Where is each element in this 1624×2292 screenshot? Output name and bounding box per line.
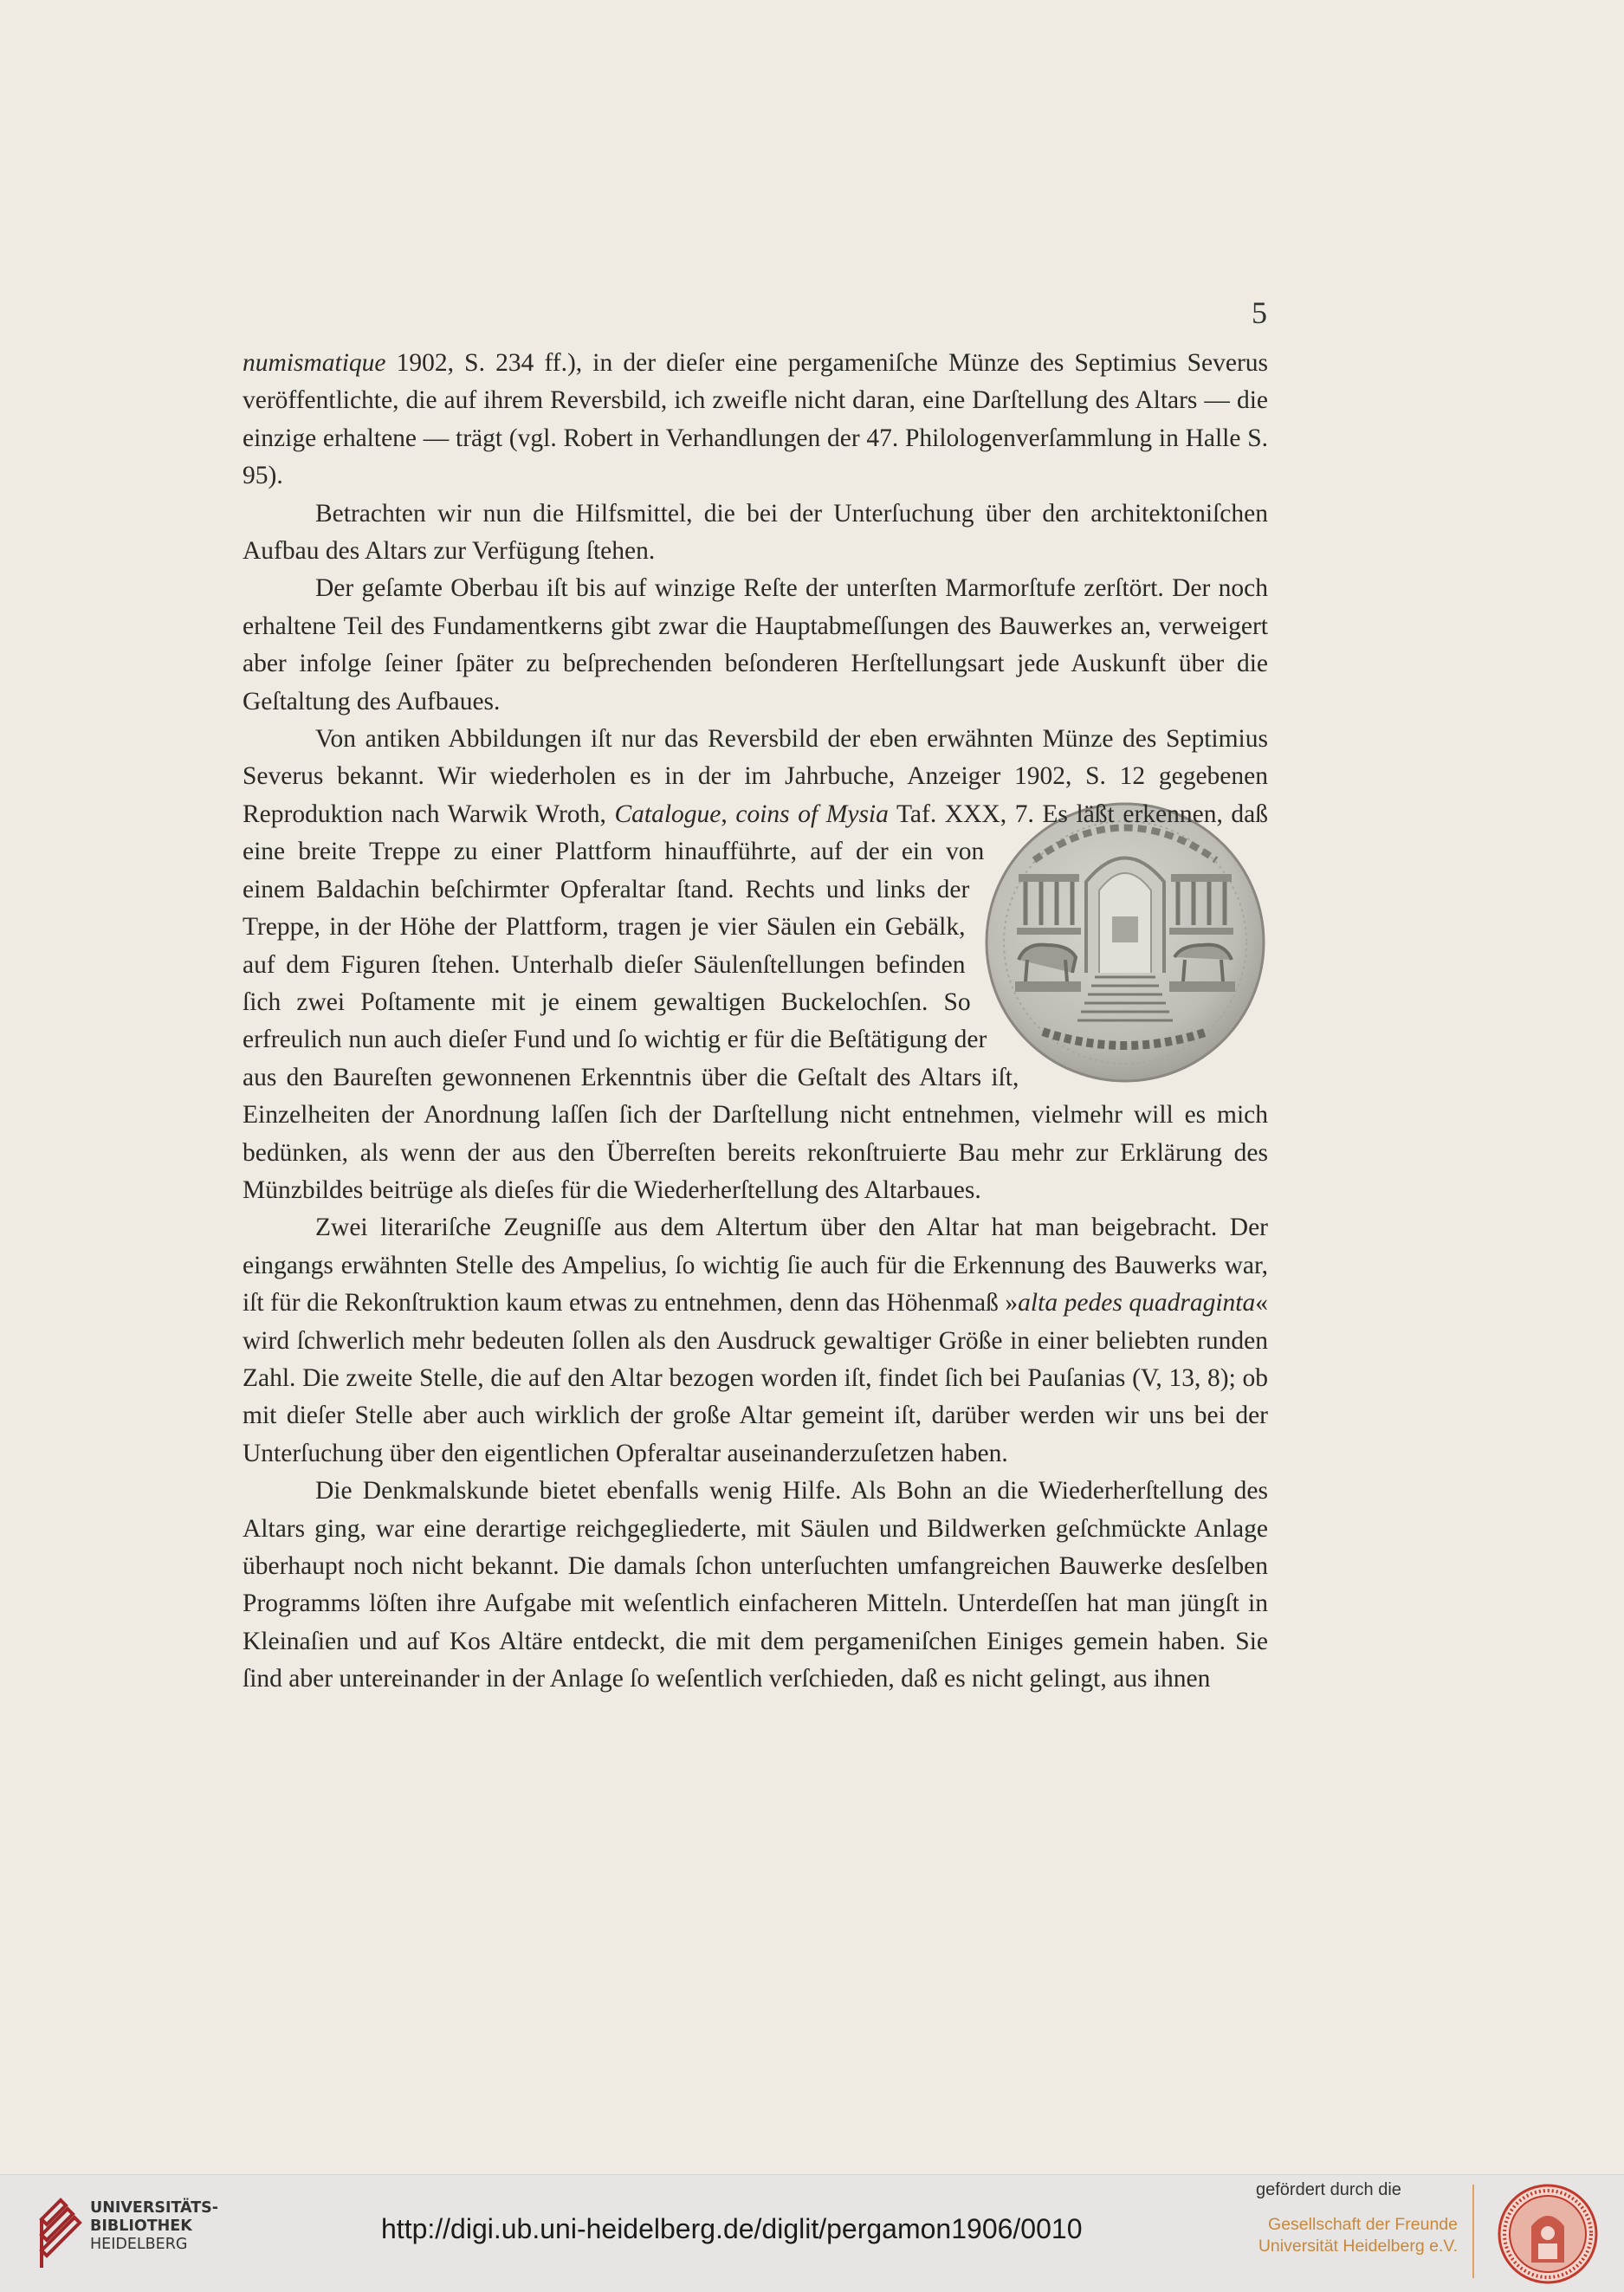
library-name-line2: BIBLIOTHEK: [90, 2218, 192, 2235]
text-run: Von antiken Abbildungen iſt nur das Reversbild der eben erwähnten Münze des Septimius Severus bekannt. Wir wiederholen es in der im Jahrbuche, Anzeiger 1902, S. 12 gegebenen Reproduktion nach Warwik Wroth,: [243, 725, 1268, 828]
coin-figure: [982, 800, 1268, 1085]
society-name-line2: Universität Heidelberg e.V.: [1258, 2237, 1458, 2256]
coin-entablature-right: [1171, 874, 1232, 882]
library-logo-icon: [36, 2193, 85, 2271]
text-run: Zwei literariſche Zeugniſſe aus dem Altertum über den Altar hat man beigebracht. Der eingangs erwähnten Stelle des Ampelius, ſo wichtig ſie auch für die Erkennung des Bauwerks war, iſt für die Rekonſtruktion kaum etwas zu entnehmen, denn das Höhenmaß »: [243, 1214, 1268, 1318]
coin-platform-right: [1169, 928, 1233, 935]
text-run: ,: [721, 800, 736, 828]
italic-quote: alta pedes quadraginta: [1018, 1289, 1256, 1318]
society-name-line1: Gesellschaft der Freunde: [1268, 2215, 1458, 2234]
coin-image: [982, 800, 1268, 1085]
page-number: 5: [1252, 295, 1267, 330]
coin-platform-left: [1017, 928, 1081, 935]
permalink-url[interactable]: http://digi.ub.uni-heidelberg.de/diglit/pergamon1906/0010: [381, 2213, 1083, 2244]
italic-title: Catalogue: [614, 800, 721, 828]
paragraph-3: Der geſamte Oberbau iſt bis auf winzige Reſte der unterſten Marmorſtufe zerſtört. Der noch erhaltene Teil des Fundamentkerns gibt zwar die Hauptabmeſſungen des Bauwerkes an, verweigert aber infolge ſeiner ſpäter zu beſprechenden beſonderen Herſtellungsart jede Auskunft über die Geſtaltung des Aufbaues.: [243, 574, 1268, 715]
coin-pedestal-right: [1169, 981, 1235, 992]
coin-altar: [1112, 916, 1138, 942]
paragraph-5: [243, 1209, 1268, 1473]
coin-pedestal-left: [1015, 981, 1081, 992]
footer-divider: [1472, 2185, 1474, 2278]
paragraph-1: [243, 345, 1268, 495]
text-run-with-coin: [243, 800, 1268, 1204]
text-run: « wird ſchwerlich mehr bedeuten ſollen als den Ausdruck gewaltiger Größe in einer beliebten runden Zahl. Die zweite Stelle, die auf den Altar bezogen worden iſt, findet ſich bei Pauſanias (V, 13, 8); ob mit dieſer Stelle aber auch wirklich der große Altar gemeint iſt, darüber werden wir uns bei der Unterſuchung über den eigentlichen Opferaltar auseinanderzuſetzen haben.: [243, 1289, 1269, 1467]
body-text: [243, 345, 1268, 1699]
text-run: Taf. XXX, 7. Es läßt erkennen, daß eine breite Treppe zu einer Plattform hinaufführte, auf der ein von einem Baldachin beſchirmter Opferaltar ſtand. Rechts und links der Treppe, in der Höhe der Plattform, tragen je vier Säulen ein Gebälk, auf dem Figuren ſtehen. Unterhalb dieſer Säulenſtellungen befinden ſich zwei Poſtamente mit je einem gewaltigen Buckelochſen. So erfreulich nun auch dieſer Fund und ſo wichtig er für die Beſtätigung der aus den Baureſten gewonnenen Erkenntnis über die Geſtalt des Altars iſt, Einzelheiten der Anordnung laſſen ſich der Darſtellung nicht entnehmen, vielmehr will es mich bedünken, als wenn der aus den Überreſten bereits rekonſtruierte Bau mehr zur Erklärung des Münzbildes beitrüge als dieſes für die Wiederherſtellung des Altarbaues.: [243, 800, 1269, 1204]
coin-entablature-left: [1019, 874, 1079, 882]
library-name-line3: HEIDELBERG: [90, 2236, 188, 2253]
society-name: [1221, 2214, 1458, 2257]
text-run: 1902, S. 234 ff.), in der dieſer eine pergameniſche Münze des Septimius Severus veröffentlichte, die auf ihrem Reversbild, ich zweifle nicht daran, eine Darſtellung des Altars — die einzige erhaltene — trägt (vgl. Robert in Verhandlungen der 47. Philologenverſammlung in Halle S. 95).: [243, 349, 1268, 490]
paragraph-6: Die Denkmalskunde bietet ebenfalls wenig Hilfe. Als Bohn an die Wiederherſtellung des Altars ging, war eine derartige reichgegliederte, mit Säulen und Bildwerken geſchmückte Anlage überhaupt noch nicht bekannt. Die damals ſchon unterſuchten umfangreichen Bauwerke desſelben Programms löſten ihre Aufgabe mit weſentlich einfacheren Mitteln. Unterdeſſen hat man jüngſt in Kleinaſien und auf Kos Altäre entdeckt, die mit dem pergameniſchen Einiges gemein haben. Sie ſind aber untereinander in der Anlage ſo weſentlich verſchieden, daß es nicht gelingt, aus ihnen: [243, 1477, 1268, 1693]
library-name: [90, 2199, 218, 2254]
paragraph-2: Betrachten wir nun die Hilfsmittel, die bei der Unterſuchung über den architektoniſchen Aufbau des Altars zur Verfügung ſtehen.: [243, 499, 1268, 566]
italic-title: coins of Mysia: [735, 800, 889, 828]
library-name-line1: UNIVERSITÄTS-: [90, 2199, 219, 2217]
paragraph-4: [243, 721, 1268, 1209]
italic-term: numismatique: [243, 349, 386, 377]
funded-by-label: gefördert durch die: [1256, 2180, 1401, 2199]
university-seal-icon: [1497, 2183, 1599, 2285]
